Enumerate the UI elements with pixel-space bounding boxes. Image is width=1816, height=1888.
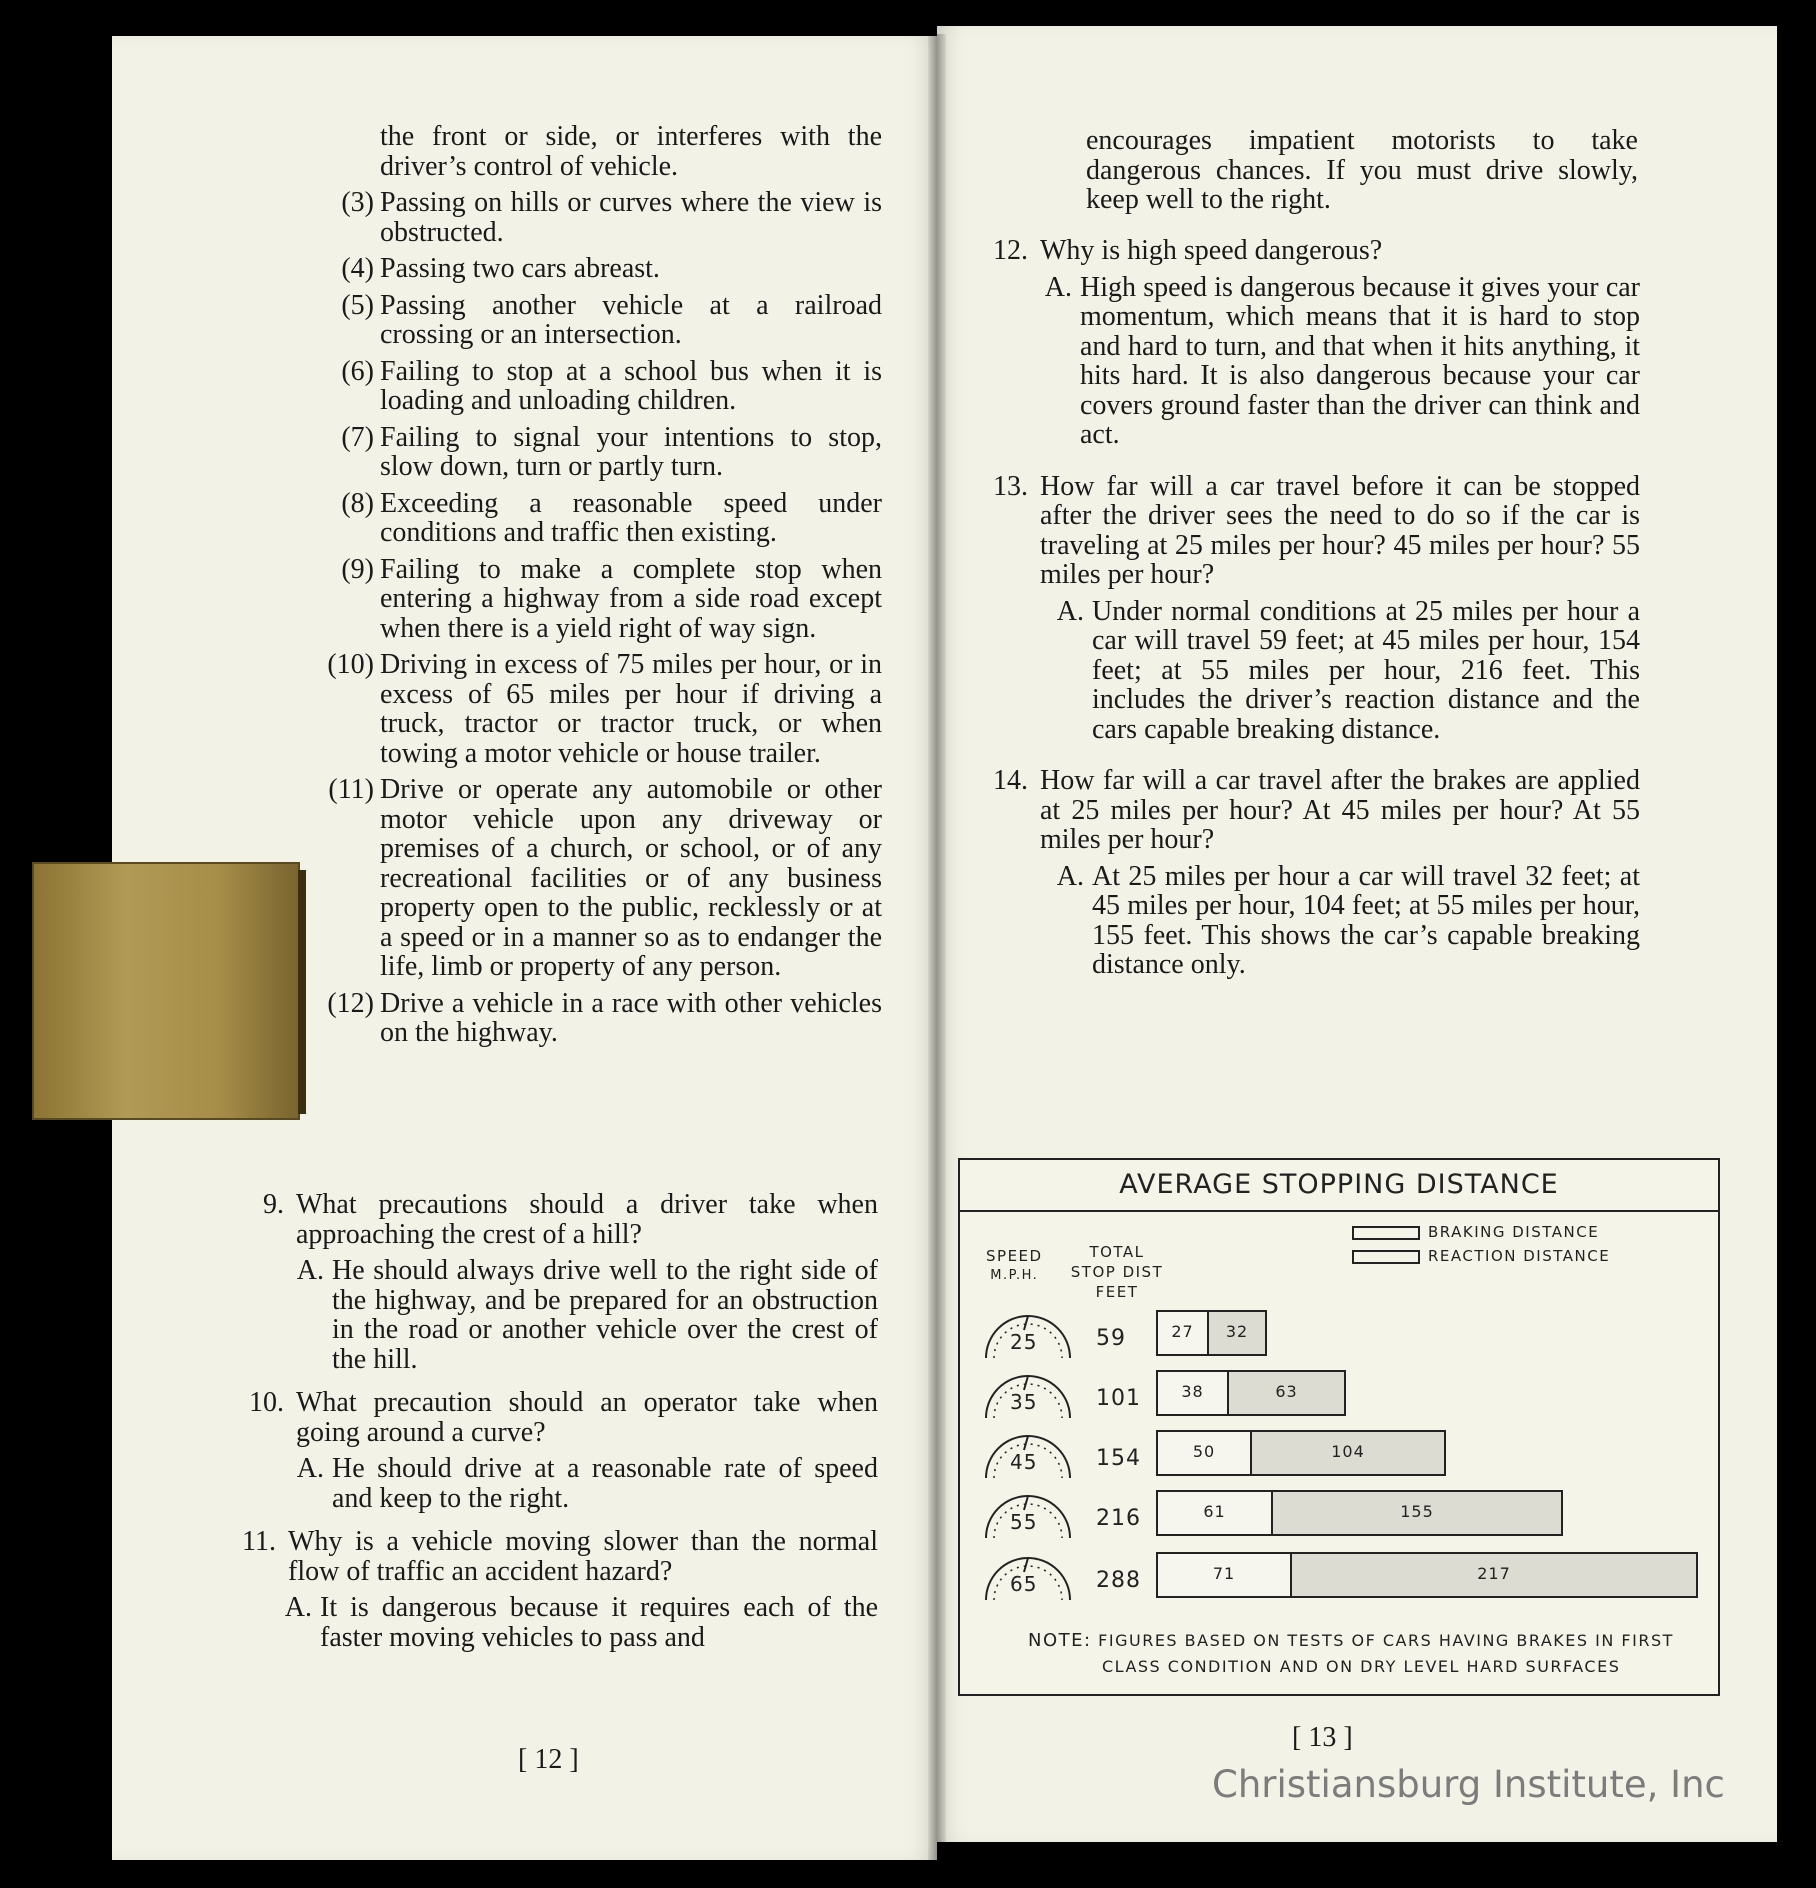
answer-12: A. High speed is dangerous because it gives your car momentum, which means that it is hard to stop and hard to turn, and that when it hits anything, it hits hard. It is also dangerous because your car covers ground faster than the driver can think and act. [1044, 271, 1640, 450]
violation-item [341, 487, 882, 548]
violation-text: Passing two cars abreast. [380, 253, 660, 284]
violation-text: Passing on hills or curves where the view is obstructed. [380, 187, 882, 248]
stopping-distance-bar [1156, 1310, 1267, 1356]
violation-item [341, 421, 882, 482]
watermark: Christiansburg Institute, Inc [1212, 1763, 1725, 1806]
speed-value: 35 [1010, 1390, 1038, 1414]
speed-column-label: SPEED M.P.H. [986, 1247, 1043, 1283]
stopping-distance-chart [958, 1158, 1720, 1696]
violation-text: Failing to signal your intentions to stop, slow down, turn or partly turn. [380, 421, 882, 482]
speed-value: 55 [1010, 1510, 1038, 1534]
total-stop-distance: 101 [1096, 1386, 1141, 1411]
intro-continuation: the front or side, or interferes with the driver’s control of vehicle. [380, 121, 882, 182]
total-stop-distance: 154 [1096, 1446, 1141, 1471]
question-11: 11. Why is a vehicle moving slower than the normal flow of traffic an accident hazard? [242, 1526, 878, 1587]
violation-number: (8) [341, 487, 374, 519]
legend-braking-label: BRAKING DISTANCE [1428, 1223, 1600, 1241]
total-column-label: TOTAL STOP DIST FEET [1070, 1243, 1164, 1301]
violation-text: Passing another vehicle at a railroad crossing or an intersection. [380, 289, 882, 350]
legend-braking-swatch [1352, 1226, 1420, 1240]
binder-clip [32, 862, 300, 1120]
question-9: 9. What precautions should a driver take when approaching the crest of a hill? [263, 1189, 878, 1250]
braking-distance-segment: 155 [1273, 1492, 1561, 1534]
total-stop-distance: 59 [1096, 1326, 1126, 1351]
braking-distance-segment: 217 [1292, 1554, 1696, 1596]
violation-item [341, 289, 882, 350]
speed-value: 65 [1010, 1572, 1038, 1596]
violation-item [341, 355, 882, 416]
violation-number: (9) [341, 553, 374, 585]
violation-number: (11) [328, 774, 374, 805]
speed-value: 25 [1010, 1330, 1038, 1354]
right-page-text [1086, 126, 1638, 222]
chart-title: AVERAGE STOPPING DISTANCE [960, 1160, 1718, 1212]
question-10: 10. What precaution should an operator take when going around a curve? [249, 1387, 878, 1448]
answer-11: A. It is dangerous because it requires each of the faster moving vehicles to pass and [284, 1592, 878, 1653]
violation-number: (6) [341, 355, 374, 387]
answer-9: A. He should always drive well to the right side of the highway, and be prepared for an obstruction in the road or another vehicle over the crest of the hill. [296, 1255, 878, 1375]
answer-13: A. Under normal conditions at 25 miles per hour a car will travel 59 feet; at 45 miles per hour, 154 feet; at 55 miles per hour, 216 feet. This includes the driver’s reaction distance and the cars capable breaking distance. [1056, 595, 1640, 745]
legend-reaction-swatch [1352, 1250, 1420, 1264]
violation-text: Failing to stop at a school bus when it is loading and unloading children. [380, 355, 882, 416]
legend-reaction-label: REACTION DISTANCE [1428, 1247, 1611, 1265]
braking-distance-segment: 63 [1229, 1372, 1344, 1414]
stopping-distance-bar [1156, 1430, 1446, 1476]
violation-item [328, 774, 882, 982]
reaction-distance-segment: 38 [1158, 1372, 1229, 1414]
page-number-left: [ 12 ] [518, 1744, 579, 1775]
reaction-distance-segment: 71 [1158, 1554, 1292, 1596]
stopping-distance-bar [1156, 1370, 1346, 1416]
violation-text: Drive or operate any automobile or other motor vehicle upon any driveway or premises of a church, or school, or of any recreational facilities or of any business property open to the public, recklessly or at a speed or in a manner so as to endanger the life, limb or property of any person. [380, 774, 882, 982]
speed-value: 45 [1010, 1450, 1038, 1474]
chart-note: NOTE: FIGURES BASED ON TESTS OF CARS HAVING BRAKES IN FIRST CLASS CONDITION AND ON DRY LEVEL HARD SURFACES [1028, 1630, 1674, 1676]
violation-number: (10) [327, 649, 374, 680]
violation-text: Drive a vehicle in a race with other vehicles on the highway. [380, 987, 882, 1048]
page-number-right: [ 13 ] [1292, 1722, 1353, 1753]
violation-number: (5) [341, 289, 374, 321]
violation-number: (7) [341, 421, 374, 453]
continuation-text: encourages impatient motorists to take dangerous chances. If you must drive slowly, keep well to the right. [1086, 125, 1638, 215]
violation-text: Exceeding a reasonable speed under conditions and traffic then existing. [380, 487, 882, 548]
reaction-distance-segment: 61 [1158, 1492, 1273, 1534]
book-gutter [928, 34, 946, 1860]
right-page-questions [993, 235, 1640, 986]
violation-text: Failing to make a complete stop when entering a highway from a side road except when there is a yield right of way sign. [380, 553, 882, 644]
violation-text: Driving in excess of 75 miles per hour, or in excess of 65 miles per hour if driving a truck, tractor or tractor truck, or when towing a motor vehicle or house trailer. [380, 649, 882, 769]
question-12: 12. Why is high speed dangerous? [993, 235, 1383, 266]
left-page-text [327, 121, 882, 1055]
answer-14: A. At 25 miles per hour a car will travel 32 feet; at 45 miles per hour, 104 feet; at 55 miles per hour, 155 feet. This shows the car’s capable breaking distance only. [1056, 860, 1640, 980]
question-13: 13. How far will a car travel before it can be stopped after the driver sees the need to do so if the car is traveling at 25 miles per hour? 45 miles per hour? 55 miles per hour? [993, 470, 1640, 590]
reaction-distance-segment: 27 [1158, 1312, 1209, 1354]
total-stop-distance: 216 [1096, 1506, 1141, 1531]
violation-item [327, 649, 882, 769]
stopping-distance-bar [1156, 1552, 1698, 1598]
left-page-questions [242, 1189, 878, 1658]
braking-distance-segment: 104 [1252, 1432, 1444, 1474]
violation-item [341, 553, 882, 644]
violation-number: (4) [341, 253, 374, 284]
question-14: 14. How far will a car travel after the brakes are applied at 25 miles per hour? At 45 miles per hour? At 55 miles per hour? [993, 765, 1640, 855]
violation-item [327, 987, 882, 1048]
total-stop-distance: 288 [1096, 1568, 1141, 1593]
violation-number: (12) [327, 987, 374, 1019]
answer-10: A. He should drive at a reasonable rate of speed and keep to the right. [296, 1453, 878, 1514]
reaction-distance-segment: 50 [1158, 1432, 1252, 1474]
stopping-distance-bar [1156, 1490, 1563, 1536]
violation-item [341, 253, 882, 284]
violation-number: (3) [341, 187, 374, 218]
braking-distance-segment: 32 [1209, 1312, 1265, 1354]
violation-item [341, 187, 882, 248]
